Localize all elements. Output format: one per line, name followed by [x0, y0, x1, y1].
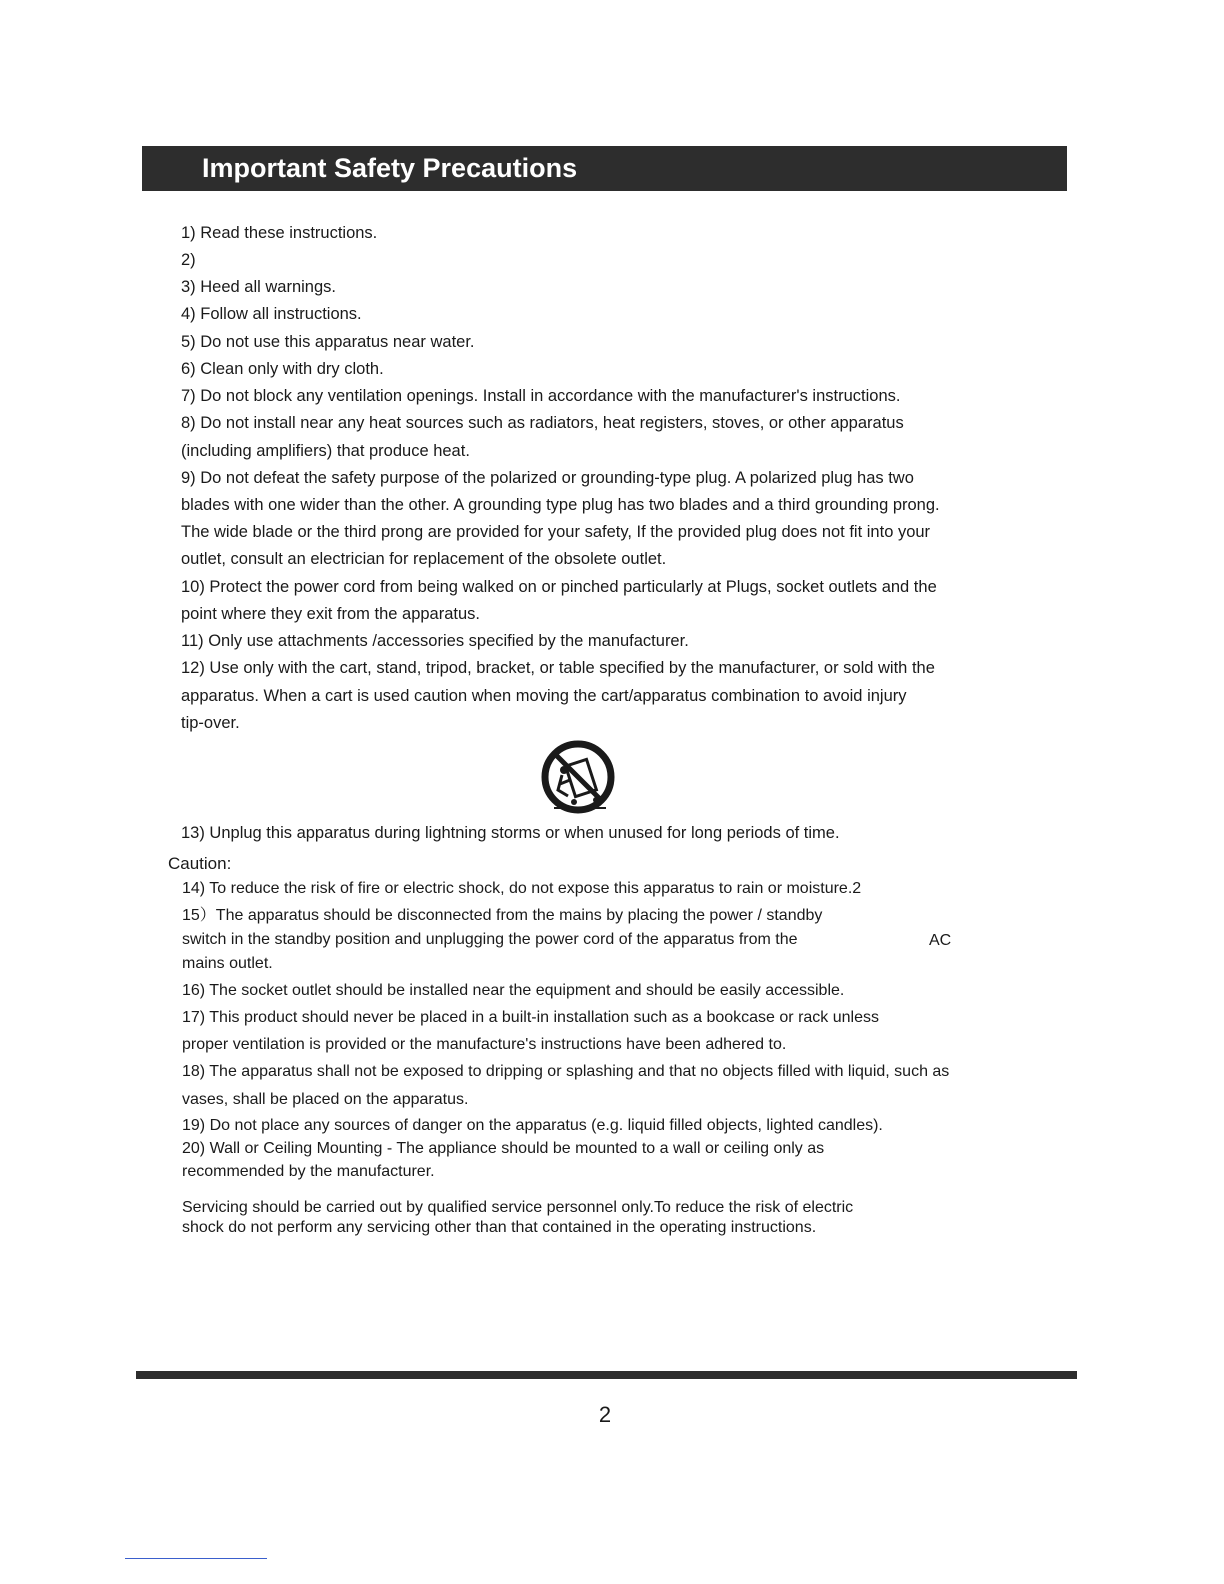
caution-item: 20) Wall or Ceiling Mounting - The appliance should be mounted to a wall or ceiling only as — [182, 1140, 825, 1157]
caution-item: recommended by the manufacturer. — [182, 1163, 435, 1180]
caution-label: Caution: — [168, 854, 232, 873]
footer-rule — [136, 1371, 1077, 1379]
caution-item: 17) This product should never be placed in a built-in installation such as a bookcase or rack unless — [182, 1009, 879, 1026]
caution-item: 16) The socket outlet should be installed near the equipment and should be easily accessible. — [182, 982, 845, 999]
caution-item: 14) To reduce the risk of fire or electric shock, do not expose this apparatus to rain or moisture.2 — [182, 880, 862, 897]
list-item: outlet, consult an electrician for replacement of the obsolete outlet. — [181, 550, 667, 568]
list-item: The wide blade or the third prong are provided for your safety, If the provided plug does not fit into your — [181, 523, 931, 541]
servicing-note: shock do not perform any servicing other than that contained in the operating instructions. — [182, 1219, 817, 1236]
servicing-note: Servicing should be carried out by qualified service personnel only.To reduce the risk of electric — [182, 1199, 854, 1216]
list-item: 12) Use only with the cart, stand, tripod, bracket, or table specified by the manufacturer, or sold with the — [181, 659, 935, 677]
cart-tip-over-warning-icon — [540, 740, 616, 816]
ac-label: AC — [929, 932, 952, 949]
list-item: 5) Do not use this apparatus near water. — [181, 333, 475, 351]
list-item: 2) — [181, 251, 196, 269]
list-item: 7) Do not block any ventilation openings. Install in accordance with the manufacturer's instructions. — [181, 387, 901, 405]
caution-item: mains outlet. — [182, 955, 273, 972]
list-item: 8) Do not install near any heat sources such as radiators, heat registers, stoves, or other apparatus — [181, 414, 904, 432]
list-item: 9) Do not defeat the safety purpose of the polarized or grounding-type plug. A polarized plug has two — [181, 469, 914, 487]
caution-item: switch in the standby position and unplugging the power cord of the apparatus from the — [182, 931, 798, 948]
caution-item: 19) Do not place any sources of danger on the apparatus (e.g. liquid filled objects, lighted candles). — [182, 1117, 883, 1134]
list-item: 4) Follow all instructions. — [181, 305, 362, 323]
list-item: apparatus. When a cart is used caution when moving the cart/apparatus combination to avoid injury — [181, 687, 907, 705]
list-item: 11) Only use attachments /accessories specified by the manufacturer. — [181, 632, 689, 650]
title-bar — [142, 146, 1067, 191]
list-item: 10) Protect the power cord from being walked on or pinched particularly at Plugs, socket outlets and the — [181, 578, 937, 596]
list-item: blades with one wider than the other. A grounding type plug has two blades and a third grounding prong. — [181, 496, 940, 514]
list-item: 3) Heed all warnings. — [181, 278, 336, 296]
caution-item: vases, shall be placed on the apparatus. — [182, 1091, 469, 1108]
page-number: 2 — [598, 1402, 612, 1427]
list-item: 6) Clean only with dry cloth. — [181, 360, 384, 378]
caution-item: 18) The apparatus shall not be exposed to dripping or splashing and that no objects filled with liquid, such as — [182, 1063, 950, 1080]
footer-link-underline — [125, 1558, 267, 1559]
page-title: Important Safety Precautions — [202, 153, 578, 183]
caution-item: 15）The apparatus should be disconnected from the mains by placing the power / standby — [182, 907, 823, 924]
list-item: 1) Read these instructions. — [181, 224, 378, 242]
list-item: point where they exit from the apparatus. — [181, 605, 480, 623]
list-item: (including amplifiers) that produce heat. — [181, 442, 470, 460]
caution-item: proper ventilation is provided or the manufacture's instructions have been adhered to. — [182, 1036, 787, 1053]
list-item: 13) Unplug this apparatus during lightning storms or when unused for long periods of time. — [181, 824, 840, 842]
list-item: tip-over. — [181, 714, 240, 732]
